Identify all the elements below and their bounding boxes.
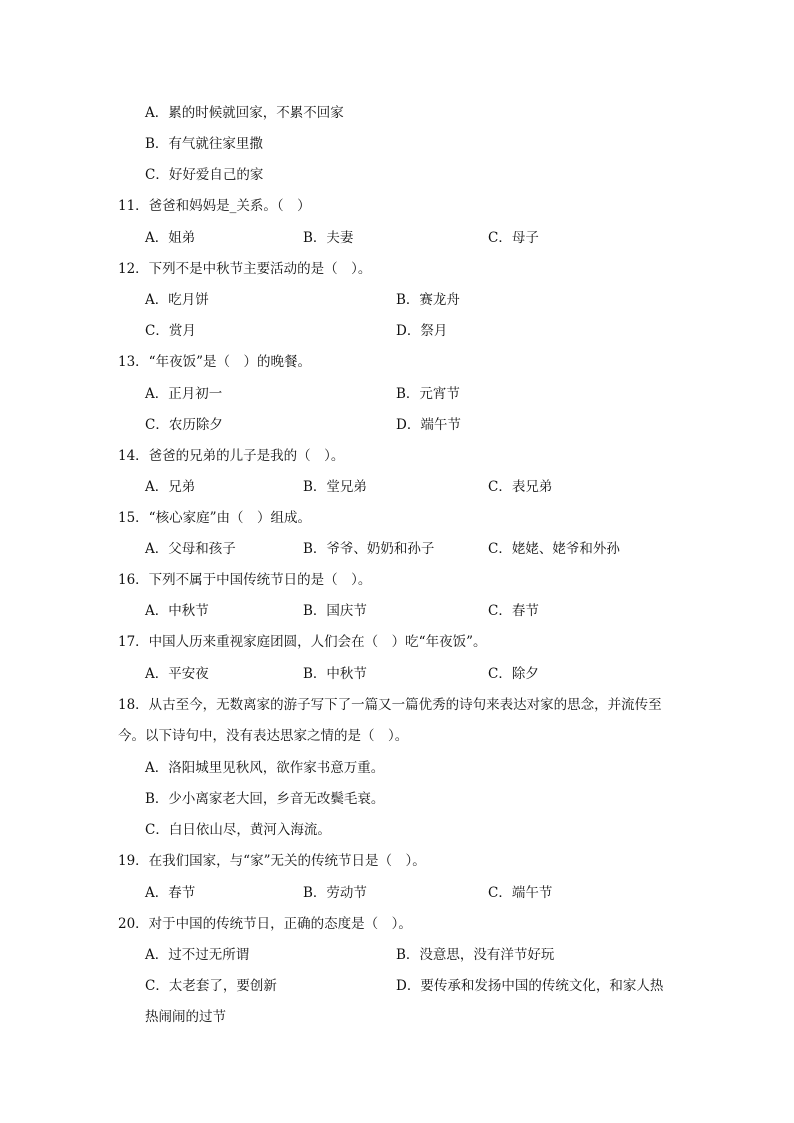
- q15-option-c: C．姥姥、姥爷和外孙: [488, 541, 620, 557]
- q11-option-c: C．母子: [488, 230, 539, 246]
- q18-option-b: B．少小离家老大回，乡音无改鬓毛衰。: [145, 791, 385, 807]
- q18-stem-line2: 今。以下诗句中，没有表达思家之情的是（ ）。: [118, 728, 409, 744]
- q11-stem: 11．爸爸和妈妈是_关系。（ ）: [118, 198, 311, 214]
- q13-option-a: A．正月初一: [145, 386, 223, 402]
- q10-option-c: C．好好爱自己的家: [145, 167, 264, 183]
- q15-option-a: A．父母和孩子: [145, 541, 236, 557]
- q19-option-c: C．端午节: [488, 885, 553, 901]
- q12-stem: 12．下列不是中秋节主要活动的是（ ）。: [118, 261, 372, 277]
- q13-option-c: C．农历除夕: [145, 417, 223, 433]
- q10-option-a: A．累的时候就回家，不累不回家: [145, 105, 344, 121]
- q15-stem: 15．“核心家庭”由（ ）组成。: [118, 510, 311, 526]
- q12-option-d: D．祭月: [396, 323, 448, 339]
- q10-option-b: B．有气就往家里撒: [145, 136, 263, 152]
- q16-option-a: A．中秋节: [145, 603, 209, 619]
- q16-option-b: B．国庆节: [303, 603, 367, 619]
- q17-option-a: A．平安夜: [145, 666, 209, 682]
- q20-option-a: A．过不过无所谓: [145, 947, 250, 963]
- q20-option-b: B．没意思，没有洋节好玩: [396, 947, 555, 963]
- q19-option-a: A．春节: [145, 885, 196, 901]
- q18-option-a: A．洛阳城里见秋风，欲作家书意万重。: [145, 760, 385, 776]
- q18-option-c: C．白日依山尽，黄河入海流。: [145, 822, 331, 838]
- q20-stem: 20．对于中国的传统节日，正确的态度是（ ）。: [118, 916, 412, 932]
- q19-stem: 19．在我们国家，与“家”无关的传统节日是（ ）。: [118, 853, 426, 869]
- q17-option-b: B．中秋节: [303, 666, 367, 682]
- q13-stem: 13．“年夜饭”是（ ）的晚餐。: [118, 354, 311, 370]
- q12-option-b: B．赛龙舟: [396, 292, 460, 308]
- q14-stem: 14．爸爸的兄弟的儿子是我的（ ）。: [118, 448, 345, 464]
- q12-option-a: A．吃月饼: [145, 292, 209, 308]
- q14-option-c: C．表兄弟: [488, 479, 553, 495]
- q17-option-c: C．除夕: [488, 666, 539, 682]
- q18-stem-line1: 18．从古至今，无数离家的游子写下了一篇又一篇优秀的诗句来表达对家的思念，并流传至: [118, 697, 662, 713]
- q15-option-b: B．爷爷、奶奶和孙子: [303, 541, 435, 557]
- q20-option-d: D．要传承和发扬中国的传统文化，和家人热: [396, 978, 664, 994]
- q16-stem: 16．下列不属于中国传统节日的是（ ）。: [118, 572, 372, 588]
- q19-option-b: B．劳动节: [303, 885, 367, 901]
- q20-option-d-continued: 热闹闹的过节: [145, 1009, 226, 1025]
- q14-option-b: B．堂兄弟: [303, 479, 367, 495]
- q14-option-a: A．兄弟: [145, 479, 196, 495]
- q12-option-c: C．赏月: [145, 323, 196, 339]
- q11-option-b: B．夫妻: [303, 230, 354, 246]
- q13-option-b: B．元宵节: [396, 386, 460, 402]
- q20-option-c: C．太老套了，要创新: [145, 978, 277, 994]
- q11-option-a: A．姐弟: [145, 230, 196, 246]
- q17-stem: 17．中国人历来重视家庭团圆，人们会在（ ）吃“年夜饭”。: [118, 634, 487, 650]
- q16-option-c: C．春节: [488, 603, 539, 619]
- q13-option-d: D．端午节: [396, 417, 461, 433]
